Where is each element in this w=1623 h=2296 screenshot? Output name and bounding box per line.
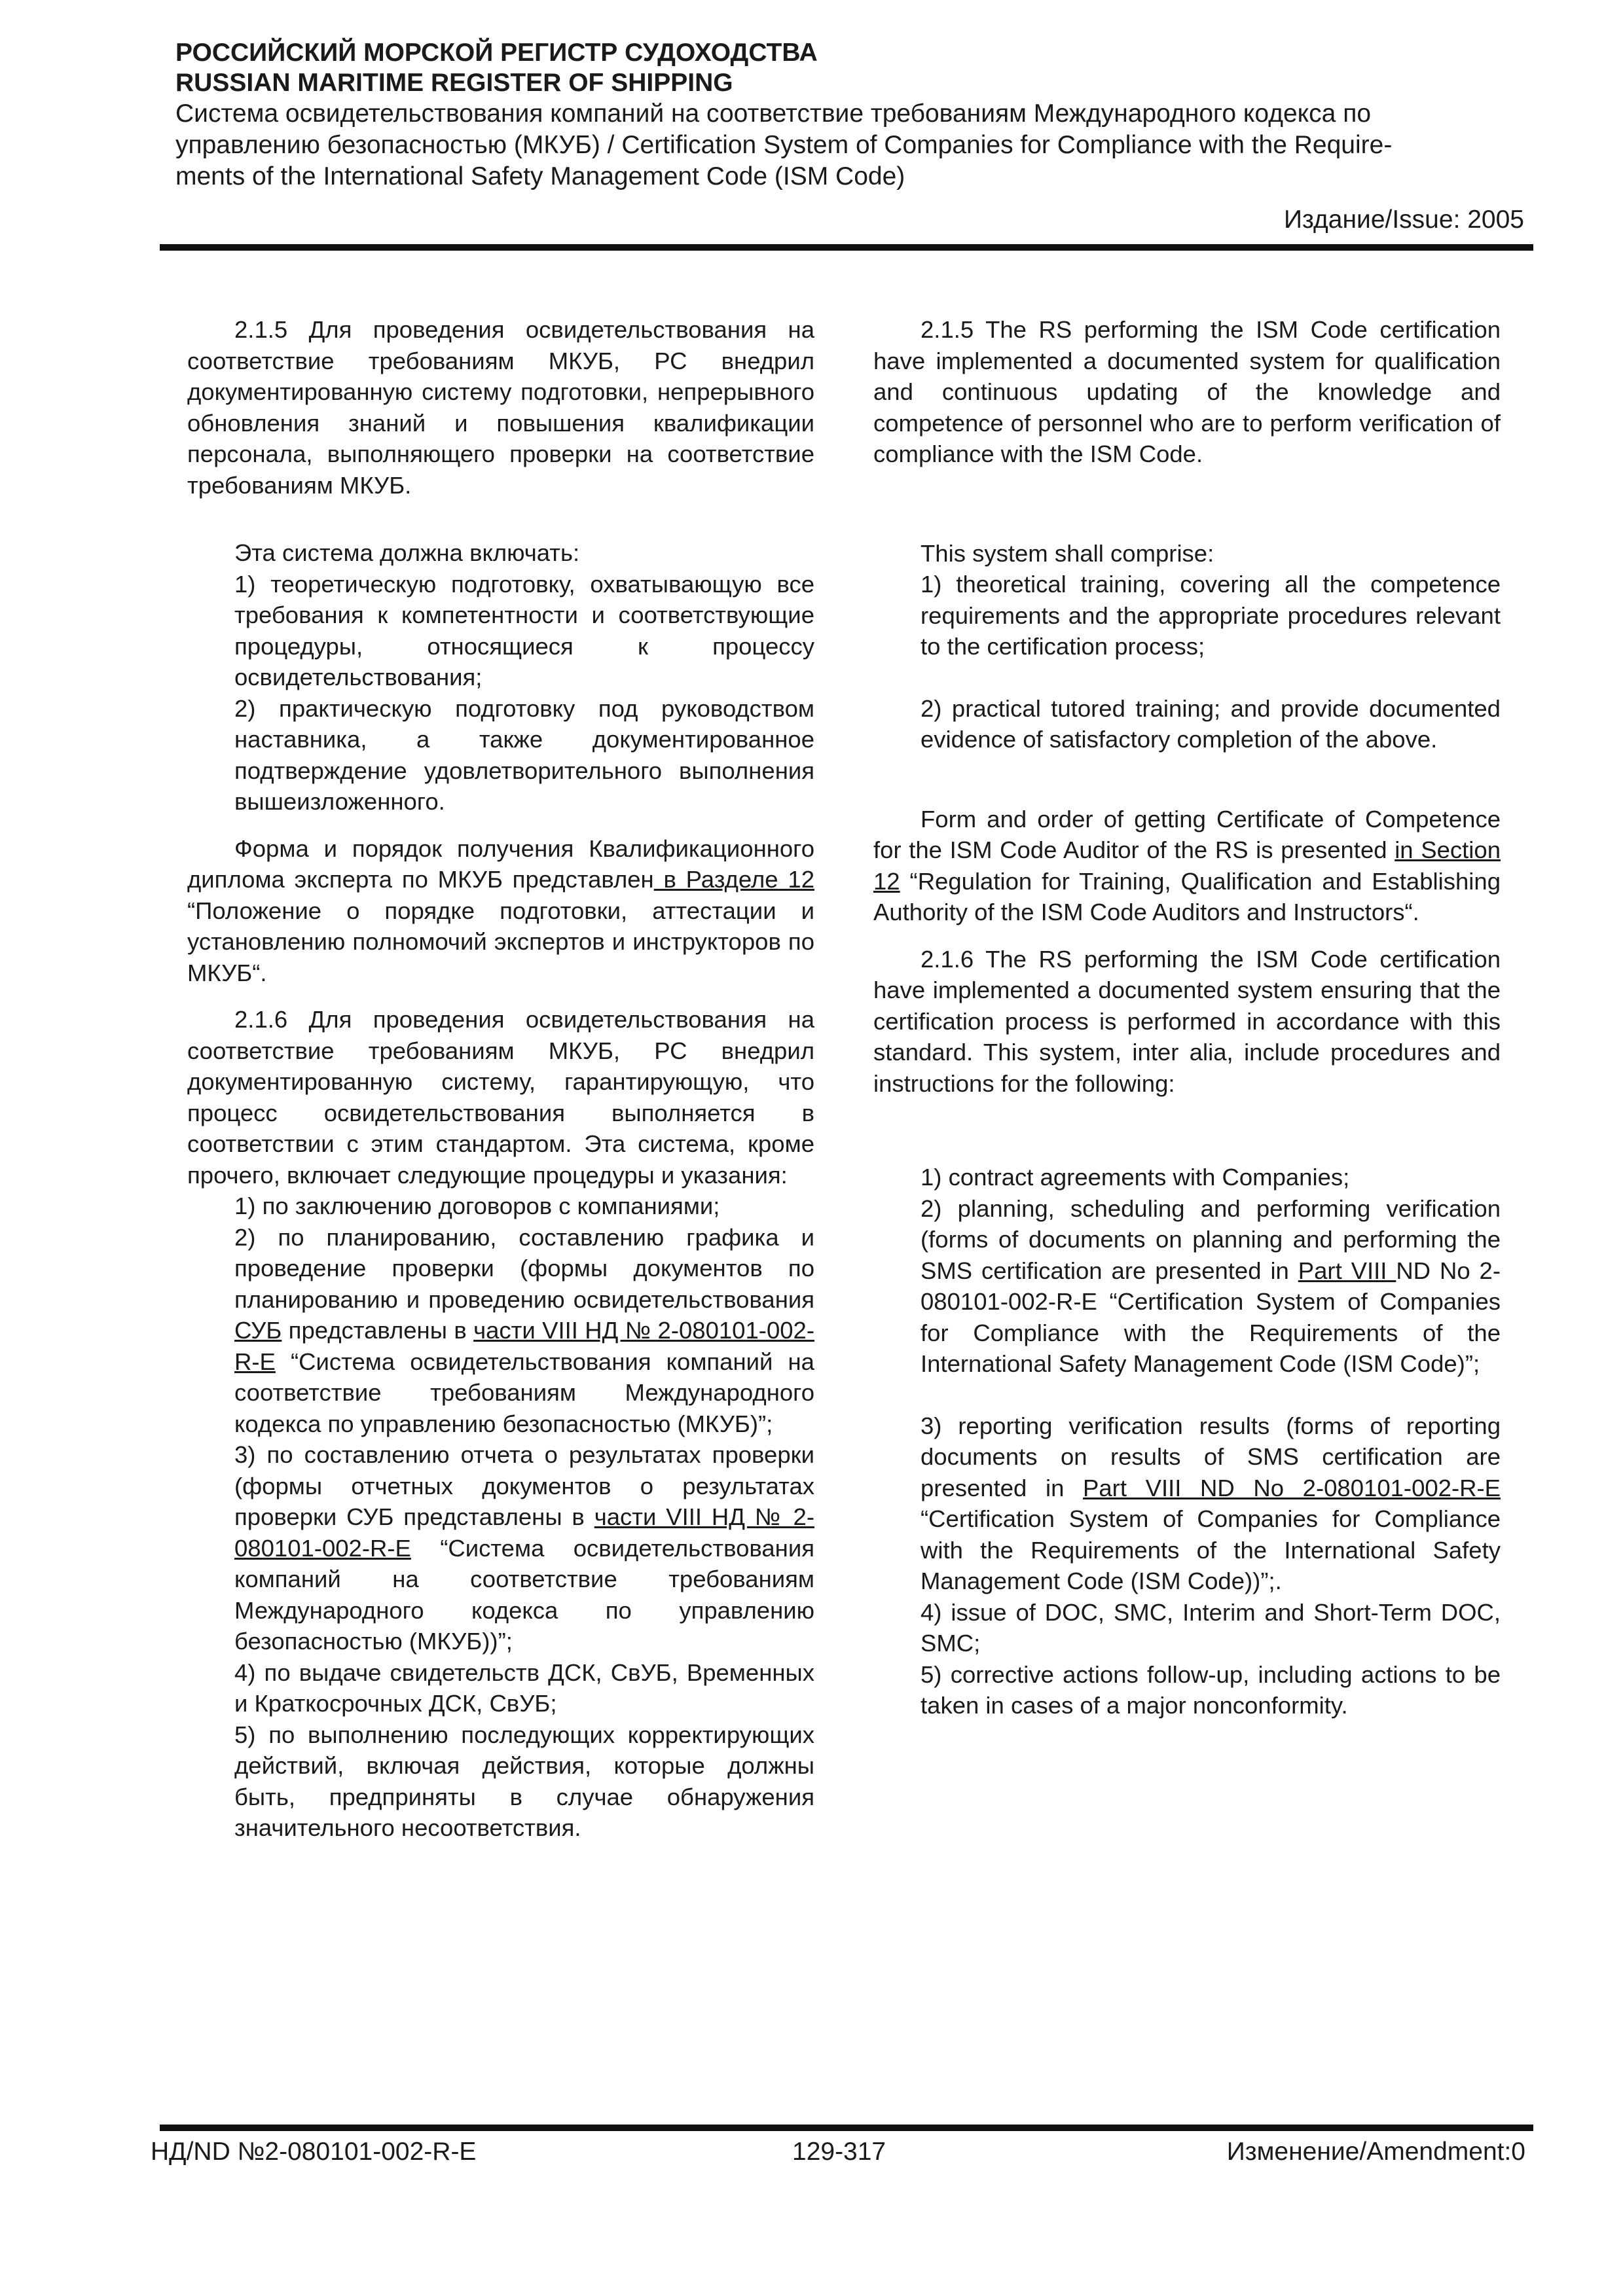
ru-form-text-a: Форма и порядок получения Квалификационного диплома эксперта по МКУБ представлен bbox=[187, 834, 814, 893]
en-part-viii-link[interactable]: Part VIII bbox=[1298, 1257, 1396, 1284]
en-item-3-text-a: 3) reporting verification results (forms of reporting documents on results of SMS certification are presented in bbox=[921, 1412, 1501, 1501]
en-system-item-2: 2) practical tutored training; and provide documented evidence of satisfactory completion of the above. bbox=[921, 694, 1501, 753]
ru-suv-link[interactable]: СУБ bbox=[234, 1317, 282, 1344]
ru-paragraph-2-1-6: 2.1.6 Для проведения освидетельствования на соответствие требованиям МКУБ, РС внедрил документированную систему, гарантирующую, что процесс освидетельствования выполняется в соответствии с этим стандартом. Эта система, кроме прочего, включает следующие процедуры и указания: bbox=[187, 1006, 814, 1189]
ru-section-12-link[interactable]: в Разделе 12 bbox=[653, 866, 814, 893]
ru-system-item-2: 2) практическую подготовку под руководством наставника, а также документированное подтверждение удовлетворительного выполнения вышеизложенного. bbox=[234, 694, 814, 815]
header-rule bbox=[160, 244, 1533, 251]
ru-procedure-item-4: 4) по выдаче свидетельств ДСК, СвУБ, Временных и Краткосрочных ДСК, СвУБ; bbox=[234, 1659, 814, 1717]
en-procedures-list bbox=[873, 1162, 1501, 1721]
header-org-ru: РОССИЙСКИЙ МОРСКОЙ РЕГИСТР СУДОХОДСТВА bbox=[175, 39, 818, 67]
footer-amendment: Изменение/Amendment:0 bbox=[1226, 2138, 1525, 2166]
en-system-list bbox=[873, 569, 1501, 755]
header-org-en: RUSSIAN MARITIME REGISTER OF SHIPPING bbox=[175, 69, 733, 97]
russian-column bbox=[187, 314, 814, 1844]
footer-rule bbox=[160, 2125, 1533, 2131]
header-system-line-1: Система освидетельствования компаний на соответствие требованиям Международного кодекса по bbox=[175, 99, 1372, 128]
ru-item-2-text-c: “Система освидетельствования компаний на соответствие требованиям Международного кодекса по управлению безопасностью (МКУБ)”; bbox=[234, 1348, 814, 1437]
page-header bbox=[175, 38, 1524, 236]
en-procedure-item-1: 1) contract agreements with Companies; bbox=[921, 1164, 1350, 1191]
en-item-3-text-b: “Certification System of Companies for Compliance with the Requirements of the International Safety Management Code (ISM Code))”;. bbox=[921, 1505, 1501, 1594]
ru-procedure-item-3 bbox=[234, 1439, 814, 1657]
footer-doc-number: НД/ND №2-080101-002-R-E bbox=[151, 2138, 477, 2166]
ru-form-text-b: “Положение о порядке подготовки, аттестации и установлению полномочий экспертов и инструкторов по МКУБ“. bbox=[187, 897, 814, 986]
ru-part-viii-link[interactable]: части VIII НД № 2-080101-002-R-E bbox=[234, 1317, 814, 1375]
ru-item-3-text-a: 3) по составлению отчета о результатах проверки (формы отчетных документов о результатах проверки СУБ представлены в bbox=[234, 1441, 814, 1530]
ru-item-2-text-b: представлены в bbox=[282, 1317, 474, 1344]
en-paragraph-2-1-6: 2.1.6 The RS performing the ISM Code certification have implemented a documented system ensuring that the certification process is performed in accordance with this standard. This system, inter alia, include procedures and instructions for the following: bbox=[873, 945, 1501, 1097]
en-procedure-item-2 bbox=[921, 1193, 1501, 1380]
ru-procedures-list bbox=[187, 1191, 814, 1844]
en-section-12-link[interactable]: in Section 12 bbox=[873, 836, 1501, 895]
en-system-item-1: 1) theoretical training, covering all the competence requirements and the appropriate procedures relevant to the certification process; bbox=[921, 571, 1501, 660]
en-item-2-text-b: ND No 2-080101-002-R-E “Certification System of Companies for Compliance with the Requirements of the International Safety Management Code (ISM Code)”; bbox=[921, 1257, 1501, 1377]
en-procedure-item-4: 4) issue of DOC, SMC, Interim and Short-Term DOC, SMC; bbox=[921, 1598, 1501, 1657]
header-issue: Издание/Issue: 2005 bbox=[1284, 206, 1524, 234]
en-form-paragraph bbox=[873, 804, 1501, 928]
ru-paragraph-2-1-5: 2.1.5 Для проведения освидетельствования на соответствие требованиям МКУБ, РС внедрил документированную систему подготовки, непрерывного обновления знаний и повышения квалификации персонала, выполняющего проверки на соответствие требованиям МКУБ. bbox=[187, 316, 814, 499]
en-form-text-b: “Regulation for Training, Qualification and Establishing Authority of the ISM Code Auditors and Instructors“. bbox=[873, 867, 1501, 925]
header-system-line-3: ments of the International Safety Management Code (ISM Code) bbox=[175, 162, 905, 190]
ru-system-intro: Эта система должна включать: bbox=[234, 539, 580, 566]
ru-part-viii-link-2[interactable]: части VIII НД № 2-080101-002-R-E bbox=[234, 1503, 814, 1562]
ru-procedure-item-5: 5) по выполнению последующих корректирующих действий, включая действия, которые должны быть, предприняты в случае обнаружения значительного несоответствия. bbox=[234, 1721, 814, 1841]
en-form-text-a: Form and order of getting Certificate of Competence for the ISM Code Auditor of the RS is presented bbox=[873, 805, 1501, 863]
en-procedure-item-3 bbox=[921, 1410, 1501, 1597]
en-procedure-item-5: 5) corrective actions follow-up, including actions to be taken in cases of a major nonconformity. bbox=[921, 1660, 1501, 1719]
ru-procedure-item-1: 1) по заключению договоров с компаниями; bbox=[234, 1193, 720, 1219]
en-paragraph-2-1-5: 2.1.5 The RS performing the ISM Code certification have implemented a documented system for qualification and continuous updating of the knowledge and competence of personnel who are to perform verification of compliance with the ISM Code. bbox=[873, 316, 1501, 467]
ru-form-paragraph bbox=[187, 833, 814, 989]
en-item-2-text-a: 2) planning, scheduling and performing verification (forms of documents on planning and performing the SMS certification are presented in bbox=[921, 1194, 1501, 1284]
ru-procedure-item-2 bbox=[234, 1222, 814, 1440]
english-column bbox=[873, 314, 1501, 1721]
ru-item-3-text-b: “Система освидетельствования компаний на соответствие требованиям Международного кодекса по управлению безопасностью (МКУБ))”; bbox=[234, 1534, 814, 1655]
header-system-line-2: управлению безопасностью (МКУБ) / Certification System of Companies for Compliance with the Require- bbox=[175, 131, 1393, 159]
ru-system-item-1: 1) теоретическую подготовку, охватывающую все требования к компетентности и соответствующие процедуры, относящиеся к процессу освидетельствования; bbox=[234, 570, 814, 691]
en-system-intro: This system shall comprise: bbox=[921, 539, 1214, 567]
ru-item-2-text-a: 2) по планированию, составлению графика и проведение проверки (формы документов по планированию и проведению освидетельствования bbox=[234, 1223, 814, 1313]
ru-system-list bbox=[187, 569, 814, 817]
en-part-viii-link-2[interactable]: Part VIII ND No 2-080101-002-R-E bbox=[1083, 1474, 1501, 1501]
footer-page-number: 129-317 bbox=[792, 2138, 886, 2166]
